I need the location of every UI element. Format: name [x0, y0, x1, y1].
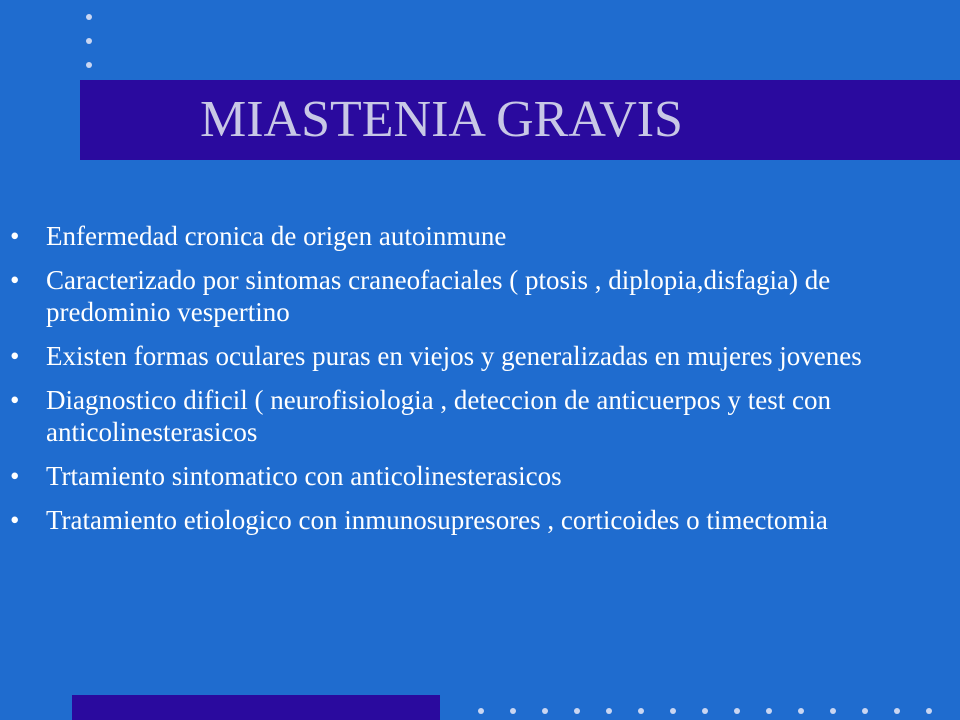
decorative-dot [510, 708, 516, 714]
bullet-text: Diagnostico dificil ( neurofisiologia , deteccion de anticuerpos y test con anticolinesterasicos [46, 385, 832, 447]
decorative-dot [86, 62, 92, 68]
bullet-list [0, 220, 960, 548]
decorative-dot [670, 708, 676, 714]
decorative-dot [86, 14, 92, 20]
bullet-text: Caracterizado por sintomas craneofaciales ( ptosis , diplopia,disfagia) de predominio vespertino [46, 265, 831, 327]
bullet-text: Trtamiento sintomatico con anticolinesterasicos [46, 461, 562, 491]
decorative-dot [766, 708, 772, 714]
decorative-dot [894, 708, 900, 714]
bullet-text: Tratamiento etiologico con inmunosupresores , corticoides o timectomia [46, 505, 828, 535]
decorative-dot [638, 708, 644, 714]
bullet-item [0, 340, 960, 372]
bullet-marker: • [10, 505, 20, 535]
decorative-dot [606, 708, 612, 714]
decorative-dots-vertical [84, 10, 94, 70]
decorative-dot [862, 708, 868, 714]
decorative-dot [830, 708, 836, 714]
decorative-dot [734, 708, 740, 714]
bullet-marker: • [10, 341, 20, 371]
decorative-dot [926, 708, 932, 714]
bullet-text: Enfermedad cronica de origen autoinmune [46, 221, 507, 251]
decorative-dot [798, 708, 804, 714]
bullet-item [0, 460, 960, 492]
bullet-marker: • [10, 221, 20, 251]
decorative-dots-horizontal [470, 700, 960, 720]
decorative-dot [478, 708, 484, 714]
decorative-dot [86, 38, 92, 44]
bullet-marker: • [10, 265, 20, 295]
decorative-dot [542, 708, 548, 714]
bottom-bar [72, 695, 440, 720]
bullet-item [0, 384, 960, 448]
bullet-marker: • [10, 385, 20, 415]
bullet-item [0, 504, 960, 536]
slide-title: MIASTENIA GRAVIS [200, 91, 683, 148]
decorative-dot [702, 708, 708, 714]
bullet-text: Existen formas oculares puras en viejos y generalizadas en mujeres jovenes [46, 341, 862, 371]
bullet-item [0, 220, 960, 252]
decorative-dot [574, 708, 580, 714]
bullet-marker: • [10, 461, 20, 491]
bullet-item [0, 264, 960, 328]
